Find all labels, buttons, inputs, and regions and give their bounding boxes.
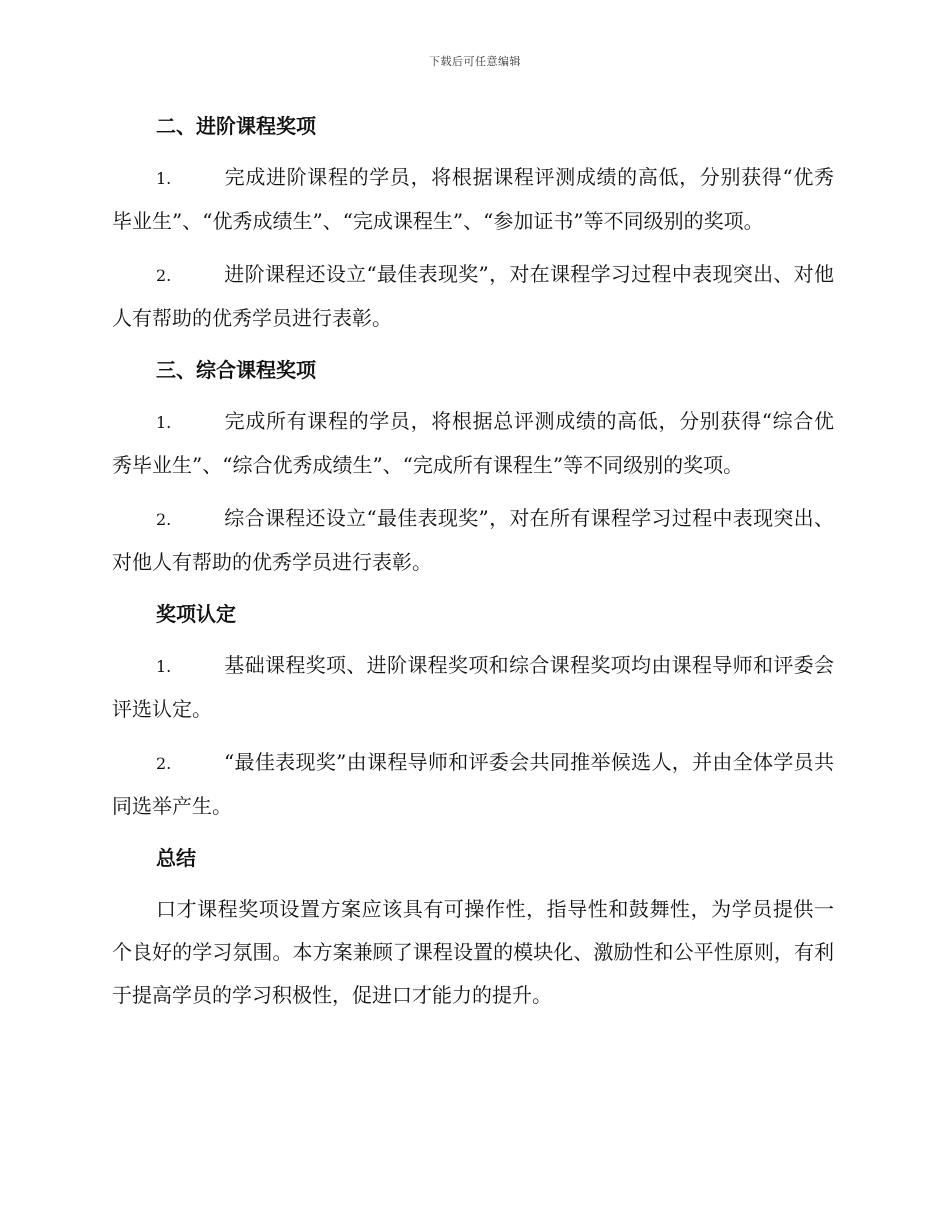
- list-item: [112, 400, 834, 487]
- list-item-text: 进阶课程还设立“最佳表现奖”，对在课程学习过程中表现突出、对他人有帮助的优秀学员进行表彰。: [112, 262, 834, 330]
- list-item: [112, 497, 834, 584]
- list-item-number: 2.: [156, 754, 172, 773]
- section-heading-comprehensive: 三、综合课程奖项: [156, 358, 316, 382]
- list-item: [112, 156, 834, 243]
- document-body: [112, 104, 834, 1017]
- list-item-text: 综合课程还设立“最佳表现奖”，对在所有课程学习过程中表现突出、对他人有帮助的优秀学员进行表彰。: [112, 506, 834, 574]
- list-item-text: 完成进阶课程的学员，将根据课程评测成绩的高低，分别获得“优秀毕业生”、“优秀成绩生”、“完成课程生”、“参加证书”等不同级别的奖项。: [112, 165, 834, 233]
- list-item-text: “最佳表现奖”由课程导师和评委会共同推举候选人，并由全体学员共同选举产生。: [112, 750, 834, 818]
- section-heading-summary: 总结: [156, 846, 196, 870]
- list-item-text: 基础课程奖项、进阶课程奖项和综合课程奖项均由课程导师和评委会评选认定。: [112, 653, 834, 721]
- section-heading-award-certification: 奖项认定: [156, 602, 236, 626]
- section-heading-advanced: 二、进阶课程奖项: [156, 114, 316, 138]
- list-item: [112, 644, 834, 731]
- list-item: [112, 253, 834, 340]
- list-item-number: 1.: [156, 657, 172, 676]
- list-item-number: 1.: [156, 413, 172, 432]
- list-item-number: 2.: [156, 510, 172, 529]
- list-item: [112, 741, 834, 828]
- summary-paragraph: 口才课程奖项设置方案应该具有可操作性，指导性和鼓舞性，为学员提供一个良好的学习氛围。本方案兼顾了课程设置的模块化、激励性和公平性原则，有利于提高学员的学习积极性，促进口才能力的提升。: [112, 897, 834, 1007]
- list-item-number: 2.: [156, 266, 172, 285]
- list-item-number: 1.: [156, 169, 172, 188]
- page-header-note: 下载后可任意编辑: [429, 55, 521, 68]
- list-item-text: 完成所有课程的学员，将根据总评测成绩的高低，分别获得“综合优秀毕业生”、“综合优秀成绩生”、“完成所有课程生”等不同级别的奖项。: [112, 409, 834, 477]
